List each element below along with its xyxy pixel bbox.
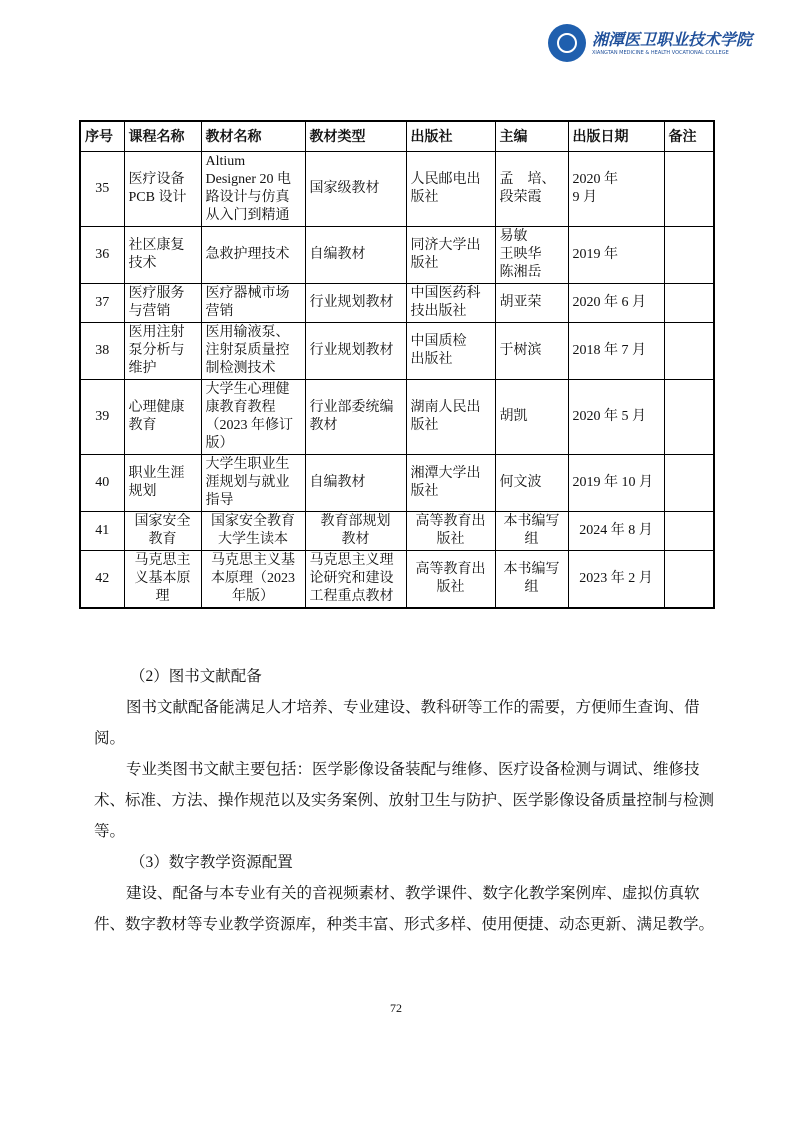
table-cell-col-3: 教育部规划 教材	[305, 512, 406, 551]
table-cell-col-0: 40	[80, 455, 124, 512]
table-row	[80, 512, 714, 551]
table-cell-col-6: 2020 年 9 月	[568, 152, 664, 227]
table-row	[80, 284, 714, 323]
table-cell-col-1: 国家安全 教育	[124, 512, 201, 551]
table-cell-col-1: 医用注射 泵分析与 维护	[124, 323, 201, 380]
table-row	[80, 380, 714, 455]
column-header: 教材类型	[305, 121, 406, 152]
table-cell-col-6: 2023 年 2 月	[568, 551, 664, 609]
table-cell-col-1: 心理健康 教育	[124, 380, 201, 455]
table-cell-col-4: 湖南人民出 版社	[406, 380, 495, 455]
body-text	[94, 661, 714, 940]
column-header: 出版日期	[568, 121, 664, 152]
table-row	[80, 227, 714, 284]
table-cell-col-5: 胡凯	[495, 380, 568, 455]
logo-chinese-name: 湘潭医卫职业技术学院	[592, 32, 753, 49]
table-cell-col-4: 中国质检 出版社	[406, 323, 495, 380]
table-cell-col-3: 马克思主义理 论研究和建设 工程重点教材	[305, 551, 406, 609]
table-cell-col-5: 胡亚荣	[495, 284, 568, 323]
table-cell-col-2: Altium Designer 20 电 路设计与仿真 从入门到精通	[201, 152, 305, 227]
table-cell-col-7	[664, 380, 714, 455]
table-header-row	[80, 121, 714, 152]
table-cell-col-2: 医用输液泵、 注射泵质量控 制检测技术	[201, 323, 305, 380]
table-cell-col-6: 2020 年 5 月	[568, 380, 664, 455]
table-cell-col-6: 2018 年 7 月	[568, 323, 664, 380]
table-row	[80, 152, 714, 227]
table-cell-col-7	[664, 284, 714, 323]
table-cell-col-2: 医疗器械市场 营销	[201, 284, 305, 323]
table-cell-col-1: 医疗服务 与营销	[124, 284, 201, 323]
table-cell-col-7	[664, 152, 714, 227]
table-cell-col-3: 自编教材	[305, 227, 406, 284]
table-cell-col-1: 马克思主 义基本原 理	[124, 551, 201, 609]
column-header: 主编	[495, 121, 568, 152]
table-cell-col-3: 行业部委统编 教材	[305, 380, 406, 455]
table-cell-col-0: 42	[80, 551, 124, 609]
table-cell-col-4: 人民邮电出 版社	[406, 152, 495, 227]
table-cell-col-2: 大学生职业生 涯规划与就业 指导	[201, 455, 305, 512]
table-cell-col-5: 易敏 王映华 陈湘岳	[495, 227, 568, 284]
table-cell-col-7	[664, 455, 714, 512]
column-header: 序号	[80, 121, 124, 152]
table-cell-col-3: 行业规划教材	[305, 323, 406, 380]
page-number: 72	[390, 1001, 402, 1015]
table-cell-col-4: 高等教育出 版社	[406, 512, 495, 551]
section-3-paragraph-1: 建设、配备与本专业有关的音视频素材、教学课件、数字化教学案例库、虚拟仿真软件、数字教材等专业教学资源库，种类丰富、形式多样、使用便捷、动态更新、满足教学。	[94, 885, 715, 933]
table-cell-col-3: 国家级教材	[305, 152, 406, 227]
table-cell-col-4: 湘潭大学出 版社	[406, 455, 495, 512]
table-cell-col-0: 38	[80, 323, 124, 380]
column-header: 课程名称	[124, 121, 201, 152]
table-cell-col-0: 37	[80, 284, 124, 323]
column-header: 出版社	[406, 121, 495, 152]
table-cell-col-1: 医疗设备 PCB 设计	[124, 152, 201, 227]
section-2-paragraph-2: 专业类图书文献主要包括：医学影像设备装配与维修、医疗设备检测与调试、维修技术、标准、方法、操作规范以及实务案例、放射卫生与防护、医学影像设备质量控制与检测等。	[94, 761, 715, 840]
table-cell-col-6: 2024 年 8 月	[568, 512, 664, 551]
table-cell-col-2: 国家安全教育 大学生读本	[201, 512, 305, 551]
table-cell-col-4: 高等教育出 版社	[406, 551, 495, 609]
table-cell-col-5: 本书编写 组	[495, 551, 568, 609]
textbook-table	[79, 120, 715, 609]
table-cell-col-7	[664, 227, 714, 284]
table-cell-col-5: 何文波	[495, 455, 568, 512]
table-cell-col-3: 行业规划教材	[305, 284, 406, 323]
section-3-title: （3）数字教学资源配置	[130, 854, 293, 871]
table-cell-col-2: 马克思主义基 本原理（2023 年版）	[201, 551, 305, 609]
table-cell-col-4: 同济大学出 版社	[406, 227, 495, 284]
table-cell-col-2: 大学生心理健 康教育教程 （2023 年修订 版）	[201, 380, 305, 455]
table-cell-col-1: 社区康复 技术	[124, 227, 201, 284]
table-cell-col-6: 2019 年	[568, 227, 664, 284]
table-cell-col-0: 35	[80, 152, 124, 227]
table-cell-col-2: 急救护理技术	[201, 227, 305, 284]
table-cell-col-1: 职业生涯 规划	[124, 455, 201, 512]
logo-english-name: XIANGTAN MEDICINE & HEALTH VOCATIONAL COLLEGE	[592, 50, 729, 56]
table-cell-col-7	[664, 512, 714, 551]
table-row	[80, 455, 714, 512]
table-row	[80, 323, 714, 380]
table-cell-col-0: 36	[80, 227, 124, 284]
table-cell-col-7	[664, 323, 714, 380]
table-cell-col-6: 2019 年 10 月	[568, 455, 664, 512]
table-cell-col-0: 41	[80, 512, 124, 551]
column-header: 备注	[664, 121, 714, 152]
table-cell-col-3: 自编教材	[305, 455, 406, 512]
table-cell-col-6: 2020 年 6 月	[568, 284, 664, 323]
table-cell-col-5: 于树滨	[495, 323, 568, 380]
table-cell-col-4: 中国医药科 技出版社	[406, 284, 495, 323]
table-cell-col-7	[664, 551, 714, 609]
table-cell-col-0: 39	[80, 380, 124, 455]
section-2-paragraph-1: 图书文献配备能满足人才培养、专业建设、教科研等工作的需要，方便师生查询、借 阅。	[94, 699, 700, 747]
table-row	[80, 551, 714, 609]
table-cell-col-5: 本书编写 组	[495, 512, 568, 551]
column-header: 教材名称	[201, 121, 305, 152]
section-2-title: （2）图书文献配备	[130, 668, 262, 685]
table-cell-col-5: 孟 培、 段荣霞	[495, 152, 568, 227]
